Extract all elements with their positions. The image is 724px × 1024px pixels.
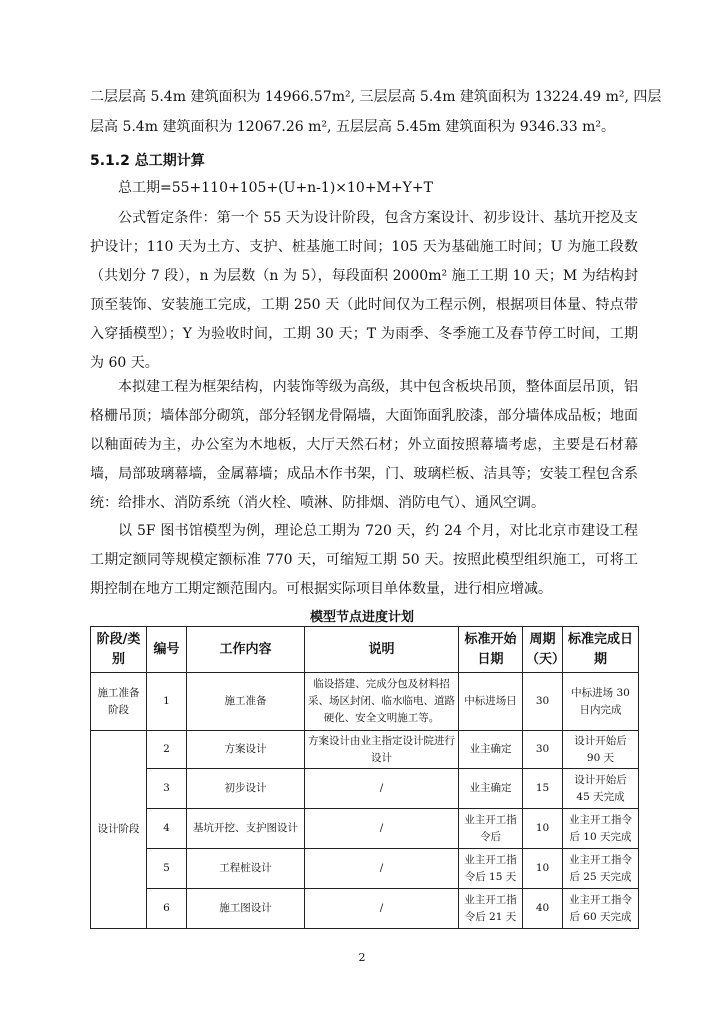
row-period: 10 [523, 849, 563, 889]
paragraph-conditions: 公式暂定条件：第一个 55 天为设计阶段，包含方案设计、初步设计、基坑开挖及支护设计；110 天为土方、支护、桩基施工时间；105 天为基础施工时间；U 为施工段数（共划分 7 段），n 为层数（n 为 5），每段面积 2000m² 施工工期 10 天；M 为结构封顶至装饰、安装施工完成，工期 250 天（此时间仅为工程示例，根据项目体量、特点带入穿插模型）；Y 为验收时间，工期 30 天；T 为雨季、冬季施工及春节停工时间，工期为 60 天。 [90, 210, 638, 371]
header-finish: 标准完成日期 [563, 627, 639, 673]
intro-line-1: 二层层高 5.4m 建筑面积为 14966.57m², 三层层高 5.4m 建筑面积为 13224.49 m², 四层 [90, 89, 662, 105]
row-finish: 业主开工指令后 60 天完成 [563, 889, 639, 929]
row-work: 基坑开挖、支护图设计 [187, 809, 305, 849]
row-desc: / [305, 849, 459, 889]
paragraph-comparison: 以 5F 图书馆模型为例，理论总工期为 720 天，约 24 个月，对比北京市建设工程工期定额同等规模定额标准 770 天，可缩短工期 50 天。按照此模型组织施工，可将工期控制在地方工期定额范围内。可根据实际项目单体数量，进行相应增减。 [90, 523, 638, 597]
header-desc: 说明 [305, 627, 459, 673]
row-work: 方案设计 [187, 731, 305, 769]
row-period: 30 [523, 673, 563, 731]
row-finish: 设计开始后 45 天完成 [563, 769, 639, 809]
row-no: 5 [147, 849, 187, 889]
section-heading [90, 150, 205, 170]
table-header-row [91, 627, 639, 673]
row-period: 15 [523, 769, 563, 809]
row-desc: / [305, 809, 459, 849]
row-desc: / [305, 769, 459, 809]
row-start: 业主开工指令后 15 天 [459, 849, 523, 889]
stage-cell: 设计阶段 [91, 731, 147, 929]
page-number: 2 [358, 951, 366, 964]
formula: 总工期=55+110+105+(U+n-1)×10+M+Y+T [118, 180, 433, 196]
row-desc: 方案设计由业主指定设计院进行设计 [305, 731, 459, 769]
row-no: 3 [147, 769, 187, 809]
table-row [91, 889, 639, 929]
row-finish: 业主开工指令后 10 天完成 [563, 809, 639, 849]
stage-cell: 施工准备阶段 [91, 673, 147, 731]
section-title: 总工期计算 [134, 153, 205, 169]
table-row [91, 731, 639, 769]
row-desc: 临设搭建、完成分包及材料招采、场区封闭、临水临电、道路硬化、安全文明施工等。 [305, 673, 459, 731]
header-no: 编号 [147, 627, 187, 673]
schedule-table [90, 626, 639, 929]
row-period: 40 [523, 889, 563, 929]
table-row [91, 849, 639, 889]
header-start: 标准开始日期 [459, 627, 523, 673]
row-no: 6 [147, 889, 187, 929]
row-work: 施工图设计 [187, 889, 305, 929]
row-finish: 设计开始后 90 天 [563, 731, 639, 769]
intro-line-2: 层高 5.4m 建筑面积为 12067.26 m², 五层层高 5.45m 建筑面积为 9346.33 m²。 [90, 119, 615, 135]
row-no: 2 [147, 731, 187, 769]
row-start: 业主确定 [459, 731, 523, 769]
table-row [91, 769, 639, 809]
row-finish: 中标进场 30 日内完成 [563, 673, 639, 731]
header-period: 周期（天） [523, 627, 563, 673]
row-finish: 业主开工指令后 25 天完成 [563, 849, 639, 889]
table-row [91, 809, 639, 849]
row-desc: / [305, 889, 459, 929]
row-start: 业主开工指令后 [459, 809, 523, 849]
row-work: 施工准备 [187, 673, 305, 731]
paragraph-project: 本拟建工程为框架结构，内装饰等级为高级，其中包含板块吊顶，整体面层吊顶，铝格栅吊顶；墙体部分砌筑，部分轻钢龙骨隔墙，大面饰面乳胶漆，部分墙体成品板；地面以釉面砖为主，办公室为木地板，大厅天然石材；外立面按照幕墙考虑，主要是石材幕墙，局部玻璃幕墙，金属幕墙；成品木作书架，门、玻璃栏板、洁具等；安装工程包含系统：给排水、消防系统（消火栓、喷淋、防排烟、消防电气）、通风空调。 [90, 379, 638, 511]
section-number: 5.1.2 [90, 153, 130, 169]
row-period: 10 [523, 809, 563, 849]
header-work: 工作内容 [187, 627, 305, 673]
table-row [91, 673, 639, 731]
row-start: 业主确定 [459, 769, 523, 809]
row-start: 中标进场日 [459, 673, 523, 731]
row-work: 工程桩设计 [187, 849, 305, 889]
row-no: 1 [147, 673, 187, 731]
table-caption: 模型节点进度计划 [309, 610, 414, 625]
row-start: 业主开工指令后 21 天 [459, 889, 523, 929]
row-period: 30 [523, 731, 563, 769]
header-stage: 阶段/类别 [91, 627, 147, 673]
row-work: 初步设计 [187, 769, 305, 809]
row-no: 4 [147, 809, 187, 849]
